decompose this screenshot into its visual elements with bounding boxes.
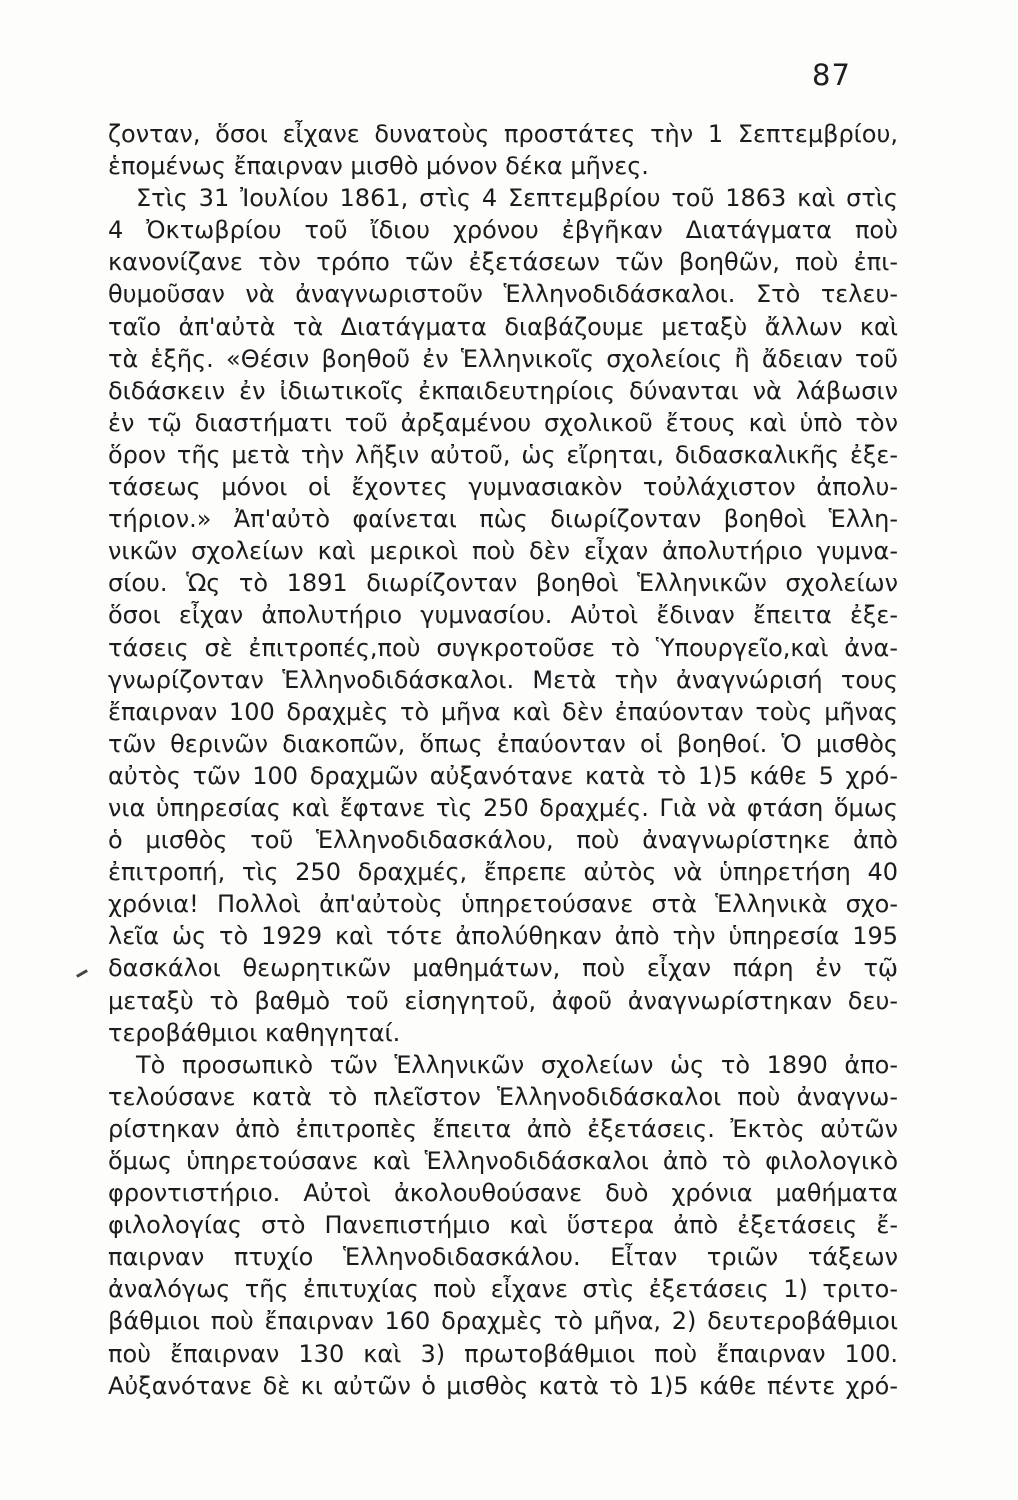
text-line: ταῖο ἀπ'αὐτὰ τὰ Διατάγματα διαβάζουμε μεταξὺ ἄλλων καὶ: [108, 312, 898, 341]
text-line: χρόνια! Πολλοὶ ἀπ'αὐτοὺς ὑπηρετούσανε στὰ Ἑλληνικὰ σχο-: [108, 890, 898, 919]
text-line: δασκάλοι θεωρητικῶν μαθημάτων, ποὺ εἶχαν πάρη ἐν τῷ: [108, 954, 898, 983]
text-line: αὐτὸς τῶν 100 δραχμῶν αὐξανότανε κατὰ τὸ 1)5 κάθε 5 χρό-: [108, 761, 898, 790]
text-line: Αὐξανότανε δὲ κι αὐτῶν ὁ μισθὸς κατὰ τὸ 1)5 κάθε πέντε χρό-: [108, 1371, 898, 1400]
text-line: τεροβάθμιοι καθηγηταί.: [108, 1018, 401, 1047]
text-line: σίου. Ὡς τὸ 1891 διωρίζονταν βοηθοὶ Ἑλληνικῶν σχολείων: [108, 569, 898, 598]
text-line: φιλολογίας στὸ Πανεπιστήμιο καὶ ὕστερα ἀπὸ ἐξετάσεις ἔ-: [108, 1211, 898, 1240]
body-text: [108, 118, 898, 1402]
text-line: θυμοῦσαν νὰ ἀναγνωριστοῦν Ἑλληνοδιδάσκαλοι. Στὸ τελευ-: [108, 280, 898, 309]
margin-mark: [76, 969, 88, 978]
text-line: ζονταν, ὅσοι εἶχανε δυνατοὺς προστάτες τὴν 1 Σεπτεμβρίου,: [108, 120, 898, 148]
text-line: τῶν θερινῶν διακοπῶν, ὅπως ἐπαύονταν οἱ βοηθοί. Ὁ μισθὸς: [108, 729, 898, 758]
text-line: κανονίζανε τὸν τρόπο τῶν ἐξετάσεων τῶν βοηθῶν, ποὺ ἐπι-: [108, 248, 898, 277]
text-line: τάσεως μόνοι οἱ ἔχοντες γυμνασιακὸν τοὐλάχιστον ἀπολυ-: [108, 473, 898, 502]
text-line: ἐπιτροπή, τὶς 250 δραχμές, ἔπρεπε αὐτὸς νὰ ὑπηρετήση 40: [108, 858, 898, 887]
text-line: τάσεις σὲ ἐπιτροπές,ποὺ συγκροτοῦσε τὸ Ὑπουργεῖο,καὶ ἀνα-: [108, 633, 898, 662]
text-line: τελούσανε κατὰ τὸ πλεῖστον Ἑλληνοδιδάσκαλοι ποὺ ἀναγνω-: [108, 1082, 898, 1111]
text-line: βάθμιοι ποὺ ἔπαιρναν 160 δραχμὲς τὸ μῆνα, 2) δευτεροβάθμιοι: [108, 1307, 898, 1336]
text-line: ὅρον τῆς μετὰ τὴν λῆξιν αὐτοῦ, ὡς εἴρηται, διδασκαλικῆς ἐξε-: [108, 440, 898, 469]
text-line: Στὶς 31 Ἰουλίου 1861, στὶς 4 Σεπτεμβρίου τοῦ 1863 καὶ στὶς: [136, 184, 898, 213]
text-line: λεῖα ὡς τὸ 1929 καὶ τότε ἀπολύθηκαν ἀπὸ τὴν ὑπηρεσία 195: [108, 922, 898, 951]
text-line: ὅσοι εἶχαν ἀπολυτήριο γυμνασίου. Αὐτοὶ ἔδιναν ἔπειτα ἐξε-: [108, 601, 898, 630]
text-line: διδάσκειν ἐν ἰδιωτικοῖς ἐκπαιδευτηρίοις δύνανται νὰ λάβωσιν: [108, 376, 898, 405]
text-line: ἔπαιρναν 100 δραχμὲς τὸ μῆνα καὶ δὲν ἐπαύονταν τοὺς μῆνας: [108, 697, 898, 726]
text-line: παιρναν πτυχίο Ἑλληνοδιδασκάλου. Εἶταν τριῶν τάξεων: [108, 1243, 898, 1272]
text-line: ἀναλόγως τῆς ἐπιτυχίας ποὺ εἶχανε στὶς ἐξετάσεις 1) τριτο-: [108, 1275, 898, 1304]
text-line: ὅμως ὑπηρετούσανε καὶ Ἑλληνοδιδάσκαλοι ἀπὸ τὸ φιλολογικὸ: [108, 1147, 898, 1175]
text-line: φροντιστήριο. Αὐτοὶ ἀκολουθούσανε δυὸ χρόνια μαθήματα: [108, 1179, 898, 1208]
text-line: ρίστηκαν ἀπὸ ἐπιτροπὲς ἔπειτα ἀπὸ ἐξετάσεις. Ἐκτὸς αὐτῶν: [108, 1114, 898, 1143]
text-line: Τὸ προσωπικὸ τῶν Ἑλληνικῶν σχολείων ὡς τὸ 1890 ἀπο-: [136, 1050, 898, 1079]
text-line: νικῶν σχολείων καὶ μερικοὶ ποὺ δὲν εἶχαν ἀπολυτήριο γυμνα-: [108, 537, 898, 566]
text-line: μεταξὺ τὸ βαθμὸ τοῦ εἰσηγητοῦ, ἀφοῦ ἀναγνωρίστηκαν δευ-: [108, 986, 898, 1015]
text-line: 4 Ὀκτωβρίου τοῦ ἴδιου χρόνου ἐβγῆκαν Διατάγματα ποὺ: [108, 216, 898, 245]
text-line: ἐν τῷ διαστήματι τοῦ ἀρξαμένου σχολικοῦ ἔτους καὶ ὑπὸ τὸν: [108, 408, 898, 437]
text-line: ὁ μισθὸς τοῦ Ἑλληνοδιδασκάλου, ποὺ ἀναγνωρίστηκε ἀπὸ: [108, 826, 898, 855]
page-number: 87: [812, 58, 851, 92]
text-line: νια ὑπηρεσίας καὶ ἔφτανε τὶς 250 δραχμές. Γιὰ νὰ φτάση ὅμως: [108, 793, 898, 822]
text-line: γνωρίζονταν Ἑλληνοδιδάσκαλοι. Μετὰ τὴν ἀναγνώρισή τους: [108, 665, 898, 694]
text-line: ἑπομένως ἔπαιρναν μισθὸ μόνον δέκα μῆνες.: [108, 152, 649, 181]
text-line: τήριον.» Ἀπ'αὐτὸ φαίνεται πὼς διωρίζονταν βοηθοὶ Ἑλλη-: [108, 505, 898, 534]
text-line: ποὺ ἔπαιρναν 130 καὶ 3) πρωτοβάθμιοι ποὺ ἔπαιρναν 100.: [108, 1339, 898, 1368]
text-line: τὰ ἑξῆς. «Θέσιν βοηθοῦ ἐν Ἑλληνικοῖς σχολείοις ἢ ἄδειαν τοῦ: [108, 344, 898, 373]
